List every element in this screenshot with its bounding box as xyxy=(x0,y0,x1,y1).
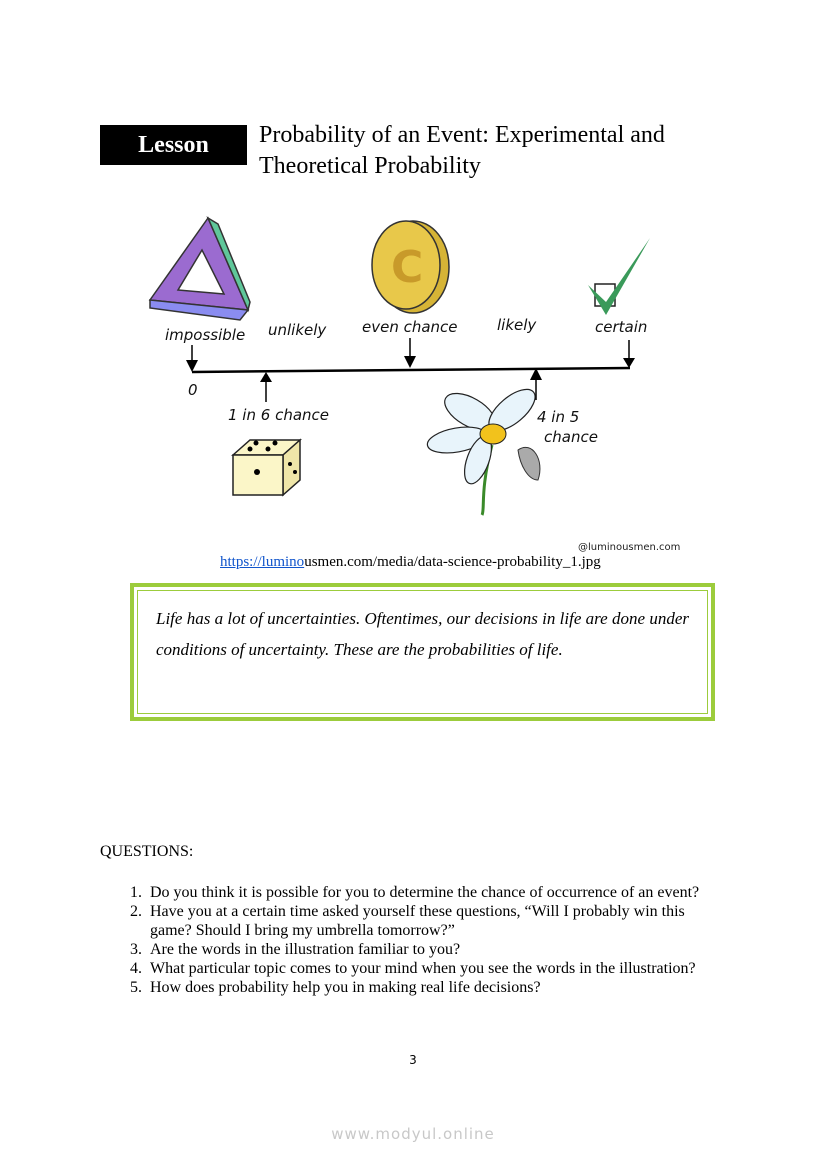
question-text: What particular topic comes to your mind when you see the words in the illustration? xyxy=(150,960,696,977)
question-number: 3. xyxy=(130,941,142,958)
title-line-1: Probability of an Event: Experimental and xyxy=(259,122,665,148)
checkmark-icon xyxy=(588,238,650,315)
label-even-chance: even chance xyxy=(362,318,458,336)
watermark: www.modyul.online xyxy=(331,1125,495,1143)
label-1-in-6-chance: 1 in 6 chance xyxy=(228,406,329,424)
title-line-2: Theoretical Probability xyxy=(259,153,481,179)
page-number: 3 xyxy=(409,1053,417,1067)
impossible-triangle-icon xyxy=(150,218,250,320)
question-item xyxy=(100,940,730,959)
question-text: Are the words in the illustration familiar to you? xyxy=(150,941,461,958)
dice-icon xyxy=(233,440,300,495)
probability-number-line xyxy=(186,338,635,402)
label-zero: 0 xyxy=(188,381,198,399)
question-item xyxy=(100,902,730,940)
question-number: 4. xyxy=(130,960,142,977)
svg-text:C: C xyxy=(391,242,424,293)
question-number: 2. xyxy=(130,903,142,920)
question-item xyxy=(100,959,730,978)
label-chance: chance xyxy=(544,428,598,446)
source-link[interactable]: https://lumino xyxy=(220,554,305,570)
label-4-in-5: 4 in 5 xyxy=(537,408,580,426)
label-impossible: impossible xyxy=(165,326,246,344)
flower-icon xyxy=(425,382,541,515)
page-title xyxy=(259,120,759,182)
label-likely: likely xyxy=(497,316,537,334)
question-item xyxy=(100,978,730,997)
quote-box xyxy=(130,583,715,721)
image-source xyxy=(220,554,601,571)
lesson-badge: Lesson xyxy=(100,125,247,165)
questions-heading: QUESTIONS: xyxy=(100,843,194,860)
source-rest: usmen.com/media/data-science-probability_1.jpg xyxy=(304,554,601,570)
question-text: Do you think it is possible for you to determine the chance of occurrence of an event? xyxy=(150,884,700,901)
label-certain: certain xyxy=(595,318,648,336)
question-text: How does probability help you in making real life decisions? xyxy=(150,979,541,996)
coin-icon xyxy=(372,221,449,313)
question-number: 5. xyxy=(130,979,142,996)
image-credit: @luminousmen.com xyxy=(578,542,681,553)
question-number: 1. xyxy=(130,884,142,901)
questions-list xyxy=(100,883,730,997)
label-unlikely: unlikely xyxy=(268,321,327,339)
question-text: Have you at a certain time asked yourself these questions, “Will I probably win this game? Should I bring my umbrella tomorrow?” xyxy=(150,903,685,939)
quote-text: Life has a lot of uncertainties. Oftentimes, our decisions in life are done under conditions of uncertainty. These are the probabilities of life. xyxy=(137,590,708,714)
question-item xyxy=(100,883,730,902)
probability-scale-illustration xyxy=(140,210,700,555)
